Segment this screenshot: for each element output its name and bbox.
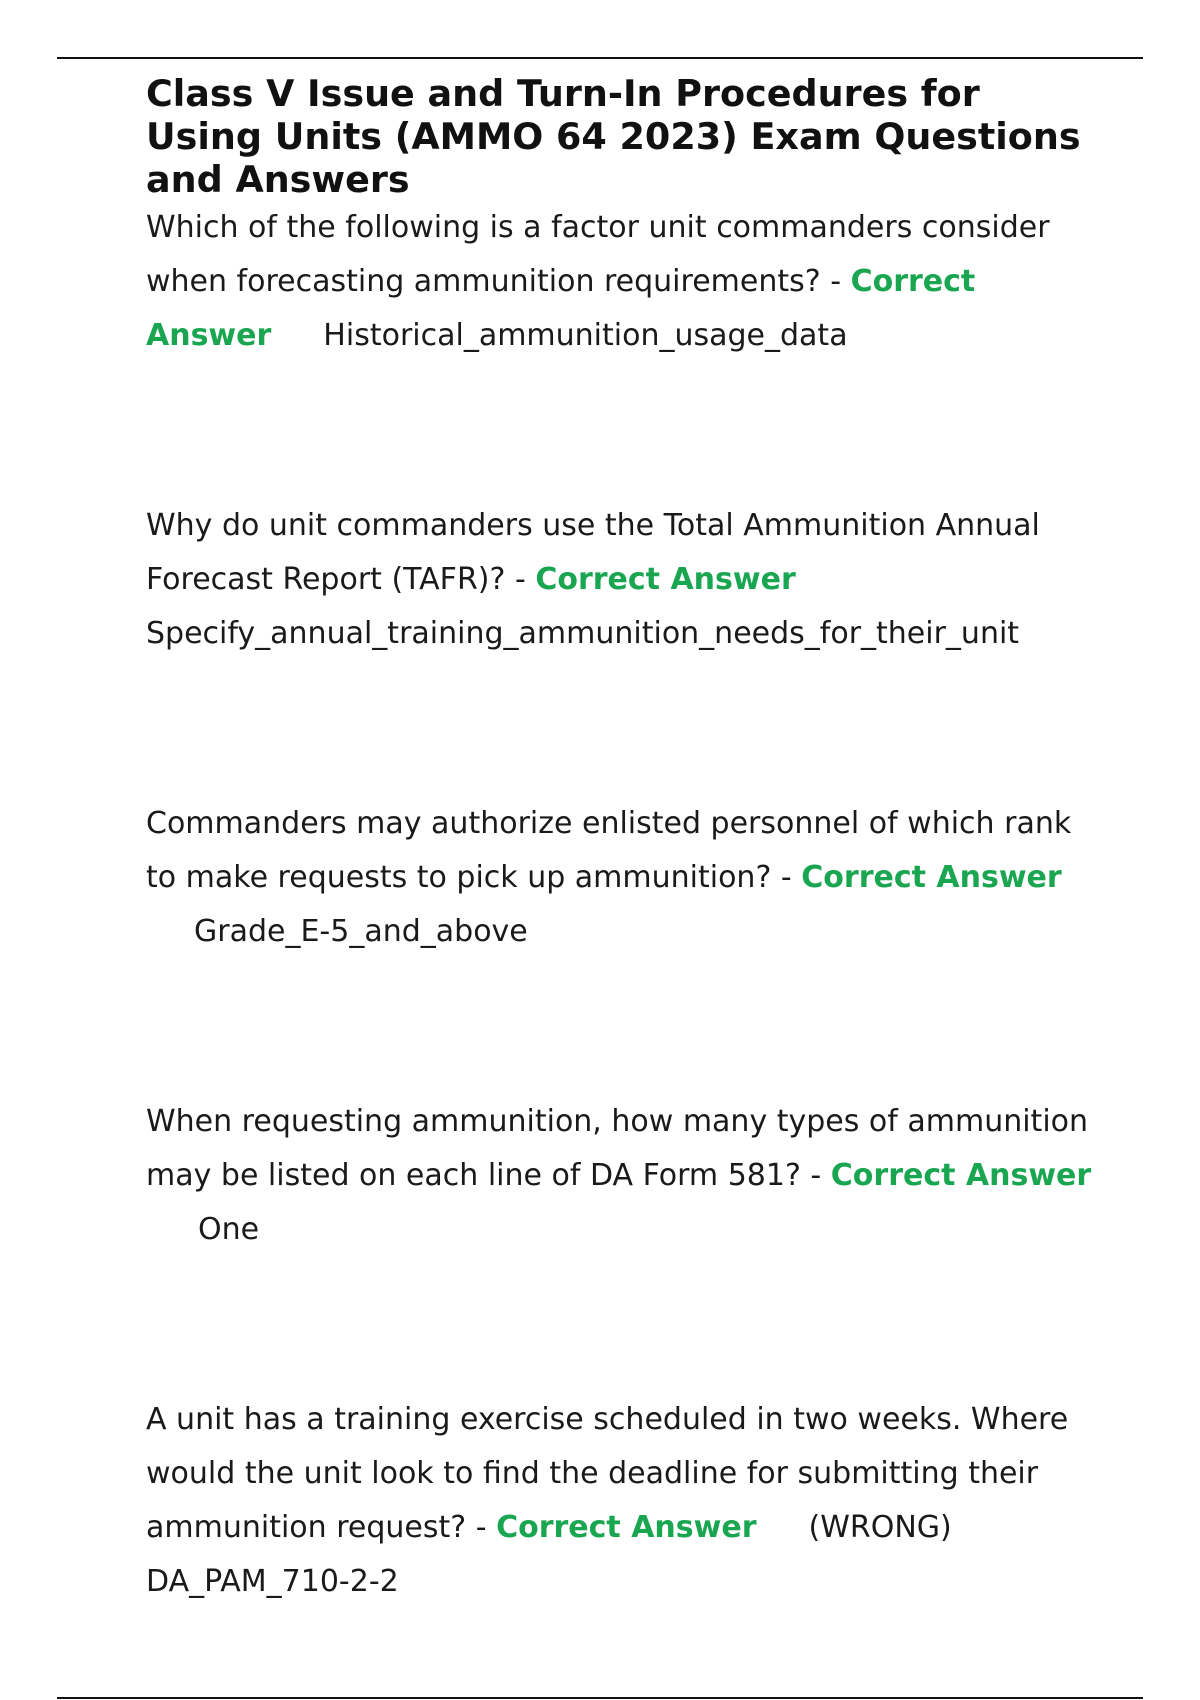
question-text: When requesting ammunition, how many types of ammunition may be listed on each line of DA Form 581? - (146, 1104, 1089, 1193)
page-title: Class V Issue and Turn-In Procedures for Using Units (AMMO 64 2023) Exam Questions and Answers (146, 72, 1081, 201)
correct-answer-label: Correct Answer (146, 264, 976, 353)
answer-text: Historical_ammunition_usage_data (323, 318, 848, 353)
answer-text: Specify_annual_training_ammunition_needs_for_their_unit (146, 616, 1020, 651)
correct-answer-label: Correct Answer (801, 860, 1062, 895)
answer-text: Grade_E-5_and_above (194, 914, 528, 949)
question-text: Which of the following is a factor unit commanders consider when forecasting ammunition requirements? - (146, 210, 1050, 299)
question-text: Why do unit commanders use the Total Ammunition Annual Forecast Report (TAFR)? - (146, 508, 1040, 597)
qa-item-2 (146, 499, 1106, 661)
qa-item-3 (146, 797, 1106, 959)
correct-answer-label: Correct Answer (535, 562, 796, 597)
answer-text-continued: DA_PAM_710-2-2 (146, 1564, 399, 1599)
answer-text: (WRONG) (808, 1510, 952, 1545)
correct-answer-label: Correct Answer (830, 1158, 1092, 1193)
answer-text: One (198, 1212, 260, 1247)
question-text: Commanders may authorize enlisted personnel of which rank to make requests to pick up ammunition? - (146, 806, 1072, 895)
top-rule (57, 57, 1143, 59)
correct-answer-label: Correct Answer (496, 1510, 757, 1545)
question-text: A unit has a training exercise scheduled in two weeks. Where would the unit look to find the deadline for submitting their ammunition request? - (146, 1402, 1069, 1545)
qa-item-1 (146, 201, 1106, 363)
qa-item-4 (146, 1095, 1106, 1257)
document-body (146, 72, 1106, 1609)
qa-item-5 (146, 1393, 1106, 1609)
bottom-rule (57, 1697, 1143, 1699)
